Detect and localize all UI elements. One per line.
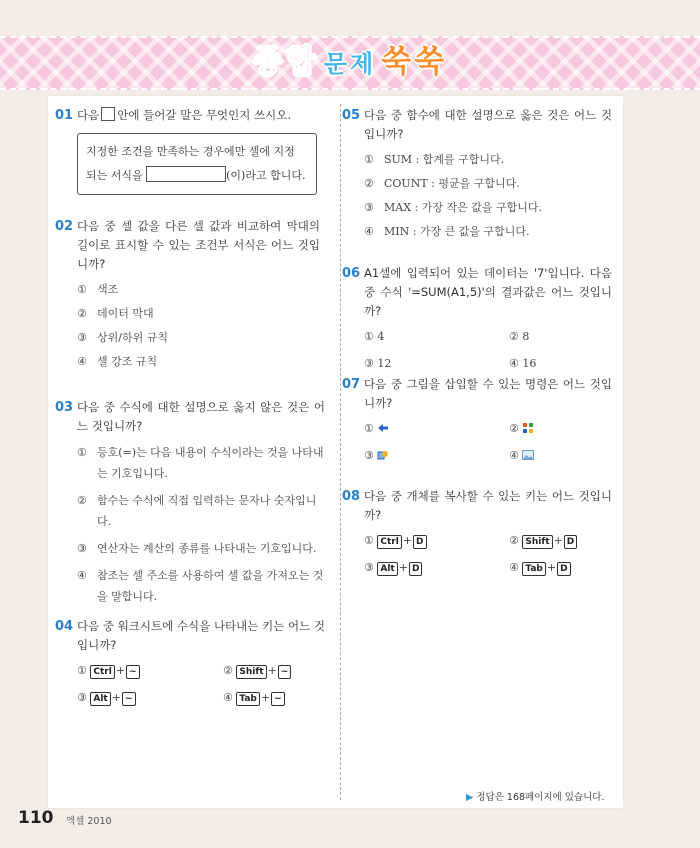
question-text: 다음 중 그림을 삽입할 수 있는 명령은 어느 것입니까? <box>364 377 612 410</box>
column-divider <box>340 104 341 800</box>
tilde-key-icon: ~ <box>271 692 285 706</box>
question-03 <box>55 398 325 607</box>
option-item[interactable]: ① Ctrl + ~ <box>77 661 223 680</box>
tilde-key-icon: ~ <box>122 692 136 706</box>
shapes-icon <box>377 449 389 461</box>
option-item[interactable]: ③ Alt + ~ <box>77 688 223 707</box>
option-item[interactable]: ④ Tab + ~ <box>223 688 333 707</box>
question-text-pre: 다음 <box>77 108 100 122</box>
question-text: 다음 중 셀 값을 다른 셀 값과 비교하여 막대의 길이로 표시할 수 있는 조건부 서식은 어느 것입니까? <box>77 219 320 271</box>
option-item[interactable]: ③ MAX : 가장 작은 값을 구합니다. <box>364 201 542 214</box>
question-number: 04 <box>55 619 74 634</box>
fill-in-box <box>77 133 317 195</box>
question-number: 03 <box>55 400 74 415</box>
title-part2: 문제 <box>323 50 377 78</box>
option-item[interactable]: ④ Tab + D <box>509 558 654 577</box>
question-text: 다음 중 수식에 대한 설명으로 옳지 않은 것은 어느 것입니까? <box>77 400 325 433</box>
d-key-icon: D <box>564 535 577 549</box>
question-07 <box>342 375 612 465</box>
option-item[interactable]: ① <box>364 419 509 438</box>
question-04 <box>55 617 325 707</box>
option-item[interactable]: ② COUNT : 평균을 구합니다. <box>364 177 520 190</box>
question-text: 다음 중 함수에 대한 설명으로 옳은 것은 어느 것입니까? <box>364 108 612 141</box>
option-item[interactable]: ① SUM : 합계를 구합니다. <box>364 153 505 166</box>
option-item[interactable]: ① Ctrl + D <box>364 531 509 550</box>
question-text: 다음 중 워크시트에 수식을 나타내는 키는 어느 것입니까? <box>77 619 325 652</box>
question-number: 06 <box>342 266 361 281</box>
option-item[interactable]: ④ MIN : 가장 큰 값을 구합니다. <box>364 225 530 238</box>
option-item[interactable]: ② <box>509 419 654 438</box>
option-item[interactable]: ④ 셀 강조 규칙 <box>77 355 158 368</box>
option-item[interactable]: ② 함수는 수식에 직접 입력하는 문자나 숫자입니다. <box>77 494 317 528</box>
option-item[interactable]: ③ Alt + D <box>364 558 509 577</box>
option-item[interactable]: ② Shift + D <box>509 531 654 550</box>
page-title <box>205 38 495 90</box>
answer-blank[interactable] <box>146 166 226 182</box>
shift-key-icon: Shift <box>236 665 266 679</box>
option-item[interactable]: ③ <box>364 446 509 465</box>
question-05 <box>342 106 612 240</box>
blank-box-icon <box>101 107 115 121</box>
question-08 <box>342 487 612 577</box>
question-number: 02 <box>55 219 74 234</box>
option-item[interactable]: ② Shift + ~ <box>223 661 333 680</box>
question-number: 08 <box>342 489 361 504</box>
option-item[interactable]: ② 데이터 막대 <box>77 307 154 320</box>
question-02 <box>55 217 320 370</box>
option-item[interactable]: ① 4 <box>364 330 385 343</box>
tilde-key-icon: ~ <box>278 665 292 679</box>
option-item[interactable]: ② 8 <box>509 330 530 343</box>
option-item[interactable]: ④ 16 <box>509 357 537 370</box>
ctrl-key-icon: Ctrl <box>90 665 114 679</box>
option-item[interactable]: ③ 상위/하위 규칙 <box>77 331 168 344</box>
option-item[interactable]: ④ 참조는 셀 주소를 사용하여 셀 값을 가져오는 것을 말합니다. <box>77 569 324 603</box>
d-key-icon: D <box>413 535 426 549</box>
d-key-icon: D <box>557 562 570 576</box>
d-key-icon: D <box>409 562 422 576</box>
tab-key-icon: Tab <box>236 692 260 706</box>
question-number: 05 <box>342 108 361 123</box>
ctrl-key-icon: Ctrl <box>377 535 401 549</box>
option-item[interactable]: ③ 연산자는 계산의 종류를 나타내는 기호입니다. <box>77 542 317 555</box>
triangle-right-icon: ▶ <box>466 792 474 803</box>
shift-key-icon: Shift <box>522 535 552 549</box>
arrow-pointer-icon <box>377 422 389 434</box>
question-number: 01 <box>55 108 74 123</box>
answer-note-text: 정답은 168페이지에 있습니다. <box>476 792 605 803</box>
question-text: A1셀에 입력되어 있는 데이터는 '7'입니다. 다음 중 수식 '=SUM(A1,5)'의 결과값은 어느 것입니까? <box>364 266 612 318</box>
fill-in-line1: 지정한 조건을 만족하는 경우에만 셀에 지정 <box>86 145 295 158</box>
title-part1: 종합 <box>252 44 319 80</box>
tab-key-icon: Tab <box>522 562 546 576</box>
option-item[interactable]: ④ <box>509 446 654 465</box>
option-item[interactable]: ③ 12 <box>364 357 392 370</box>
title-part3: 쑥쑥 <box>381 44 448 80</box>
option-item[interactable]: ① 등호(=)는 다음 내용이 수식이라는 것을 나타내는 기호입니다. <box>77 446 324 480</box>
fill-in-pre: 되는 서식을 <box>86 169 143 182</box>
page-number: 110 <box>18 808 54 828</box>
option-item[interactable]: ① 색조 <box>77 283 119 296</box>
picture-icon <box>522 449 534 461</box>
alt-key-icon: Alt <box>377 562 397 576</box>
question-text-post: 안에 들어갈 말은 무엇인지 쓰시오. <box>117 108 292 122</box>
question-06 <box>342 264 612 373</box>
tilde-key-icon: ~ <box>126 665 140 679</box>
question-text: 다음 중 개체를 복사할 수 있는 키는 어느 것입니까? <box>364 489 612 522</box>
page-label: 엑셀 2010 <box>66 816 112 827</box>
fill-in-post: (이)라고 합니다. <box>226 169 306 182</box>
clipart-icon <box>522 422 534 434</box>
question-01 <box>55 106 320 195</box>
question-number: 07 <box>342 377 361 392</box>
alt-key-icon: Alt <box>90 692 110 706</box>
answer-note <box>466 789 604 803</box>
